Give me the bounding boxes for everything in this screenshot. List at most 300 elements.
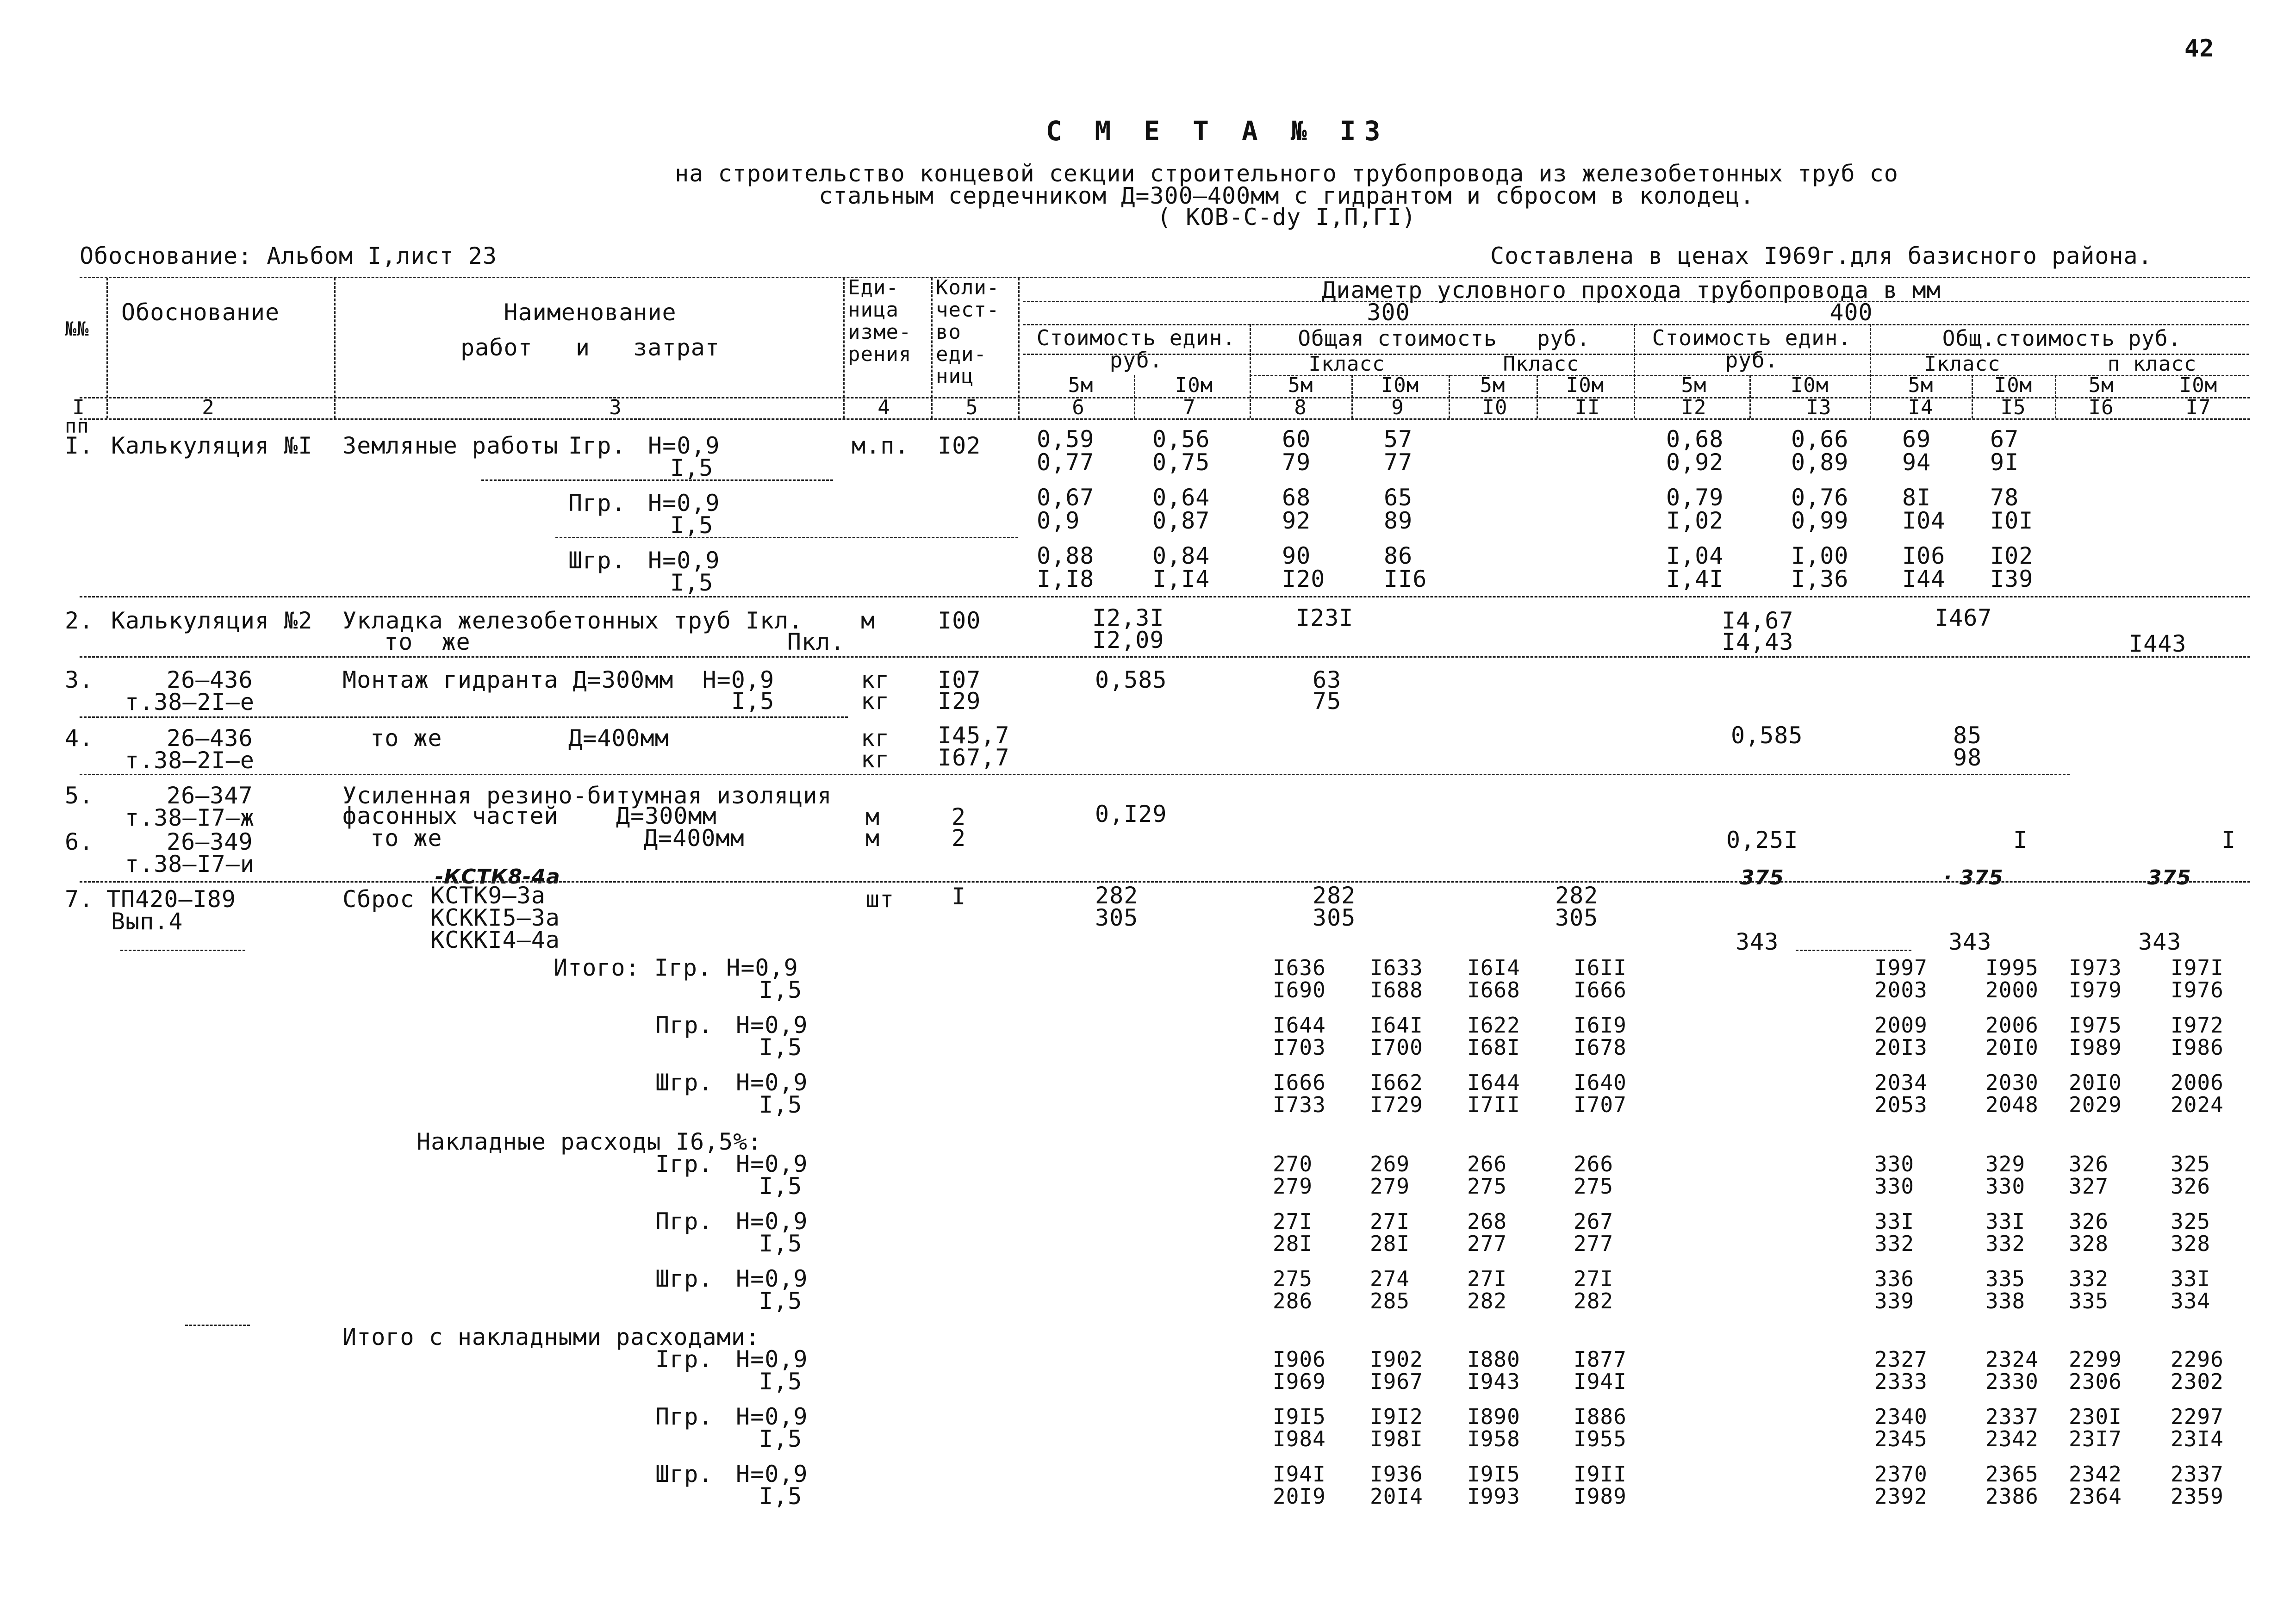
unit-cell: м — [861, 607, 876, 634]
cell: 0,88 — [1037, 542, 1095, 569]
col-divider — [334, 278, 336, 418]
cell: 0,67 — [1037, 484, 1095, 511]
unit-cell: кг — [861, 666, 890, 693]
qty-cell: I02 — [938, 432, 981, 459]
row-rule — [120, 950, 245, 951]
cell: 68 — [1282, 484, 1311, 511]
cell: I,4I — [1666, 566, 1724, 592]
row-basis: 26–436 — [167, 725, 253, 752]
total-cell: 334 — [2171, 1288, 2211, 1313]
total-cell: 2306 — [2069, 1369, 2122, 1394]
total-cell: 326 — [2069, 1209, 2109, 1234]
height-label: I,5 — [759, 1368, 803, 1395]
header-class1-300: Iкласс — [1308, 352, 1385, 376]
cell: I44 — [1902, 566, 1946, 592]
unit-cell: кг — [861, 688, 890, 715]
total-cell: 2048 — [1985, 1092, 2039, 1117]
cell: 0,66 — [1791, 426, 1849, 453]
colnum: 8 — [1294, 396, 1307, 419]
header-unit-cost-300: Стоимость един. руб. — [1036, 325, 1236, 373]
total-cell: 2340 — [1874, 1404, 1928, 1429]
group-label: Iгр. — [568, 432, 626, 459]
total-cell: 2029 — [2069, 1092, 2122, 1117]
cell: I — [2221, 827, 2236, 853]
row-basis: 26–436 — [167, 666, 253, 693]
total-cell: 2327 — [1874, 1347, 1928, 1372]
cell: 282 — [1095, 882, 1139, 909]
total-cell: 230I — [2069, 1404, 2122, 1429]
row-rule — [481, 479, 833, 481]
cell: I,36 — [1791, 566, 1849, 592]
subtitle-line-2: стальным сердечником Д=300–400мм с гидрантом и сбросом в колодец. — [819, 182, 1755, 209]
total-cell: 2003 — [1874, 977, 1928, 1002]
cell: II6 — [1384, 566, 1427, 592]
height-label: I,5 — [759, 977, 803, 1003]
qty-cell: 2 — [952, 803, 966, 830]
total-cell: 335 — [2069, 1288, 2109, 1313]
total-cell: I973 — [2069, 955, 2122, 980]
header-m5: 5м — [1480, 373, 1506, 397]
header-unit-cost-400: Стоимость един. руб. — [1652, 325, 1852, 373]
total-cell: I636 — [1273, 955, 1326, 980]
total-cell: 330 — [1985, 1174, 2026, 1199]
total-cell: 2392 — [1874, 1484, 1928, 1509]
cell: 90 — [1282, 542, 1311, 569]
total-cell: I97I — [2171, 955, 2224, 980]
colnum: 5 — [965, 396, 978, 419]
total-cell: I984 — [1273, 1426, 1326, 1451]
handwritten-note: -КСТК8-4а — [435, 865, 560, 889]
row-name: то же — [370, 725, 442, 752]
header-d300: 300 — [1367, 299, 1410, 326]
height-label: I,5 — [670, 569, 714, 596]
cell: I — [2013, 827, 2028, 853]
total-cell: 279 — [1273, 1174, 1313, 1199]
total-cell: 338 — [1985, 1288, 2026, 1313]
row-basis: т.38–2I–е — [125, 689, 255, 716]
total-cell: 277 — [1467, 1231, 1507, 1256]
total-cell: 330 — [1874, 1151, 1915, 1176]
total-cell: I7II — [1467, 1092, 1520, 1117]
total-cell: I68I — [1467, 1035, 1520, 1060]
total-cell: 23I4 — [2171, 1426, 2224, 1451]
colnum: I7 — [2185, 396, 2211, 419]
total-cell: I986 — [2171, 1035, 2224, 1060]
total-cell: 2302 — [2171, 1369, 2224, 1394]
header-class2-300: Пкласс — [1503, 352, 1580, 376]
total-cell: I9I5 — [1273, 1404, 1326, 1429]
unit-cell: м — [865, 825, 880, 852]
total-cell: I9I5 — [1467, 1462, 1520, 1487]
total-cell: I9II — [1574, 1462, 1627, 1487]
total-cell: I678 — [1574, 1035, 1627, 1060]
col-divider — [843, 278, 845, 418]
total-cell: I877 — [1574, 1347, 1627, 1372]
cell: 0,89 — [1791, 449, 1849, 476]
total-cell: 2000 — [1985, 977, 2039, 1002]
total-cell: I690 — [1273, 977, 1326, 1002]
height-label: I,5 — [759, 1230, 803, 1257]
total-cell: 2024 — [2171, 1092, 2224, 1117]
total-cell: 2342 — [2069, 1462, 2122, 1487]
row-rule — [80, 774, 2070, 775]
cell: 0,64 — [1152, 484, 1210, 511]
total-cell: 267 — [1574, 1209, 1614, 1234]
total-cell: 266 — [1574, 1151, 1614, 1176]
cell: 86 — [1384, 542, 1413, 569]
qty-cell: I29 — [938, 688, 981, 715]
cell: 94 — [1902, 449, 1931, 476]
itogo-overhead-label: Итого с накладными расходами: — [342, 1324, 760, 1350]
cell: I2,09 — [1092, 627, 1164, 653]
qty-cell: I00 — [938, 607, 981, 634]
total-cell: 33I — [1985, 1209, 2026, 1234]
handwritten-note: · 375 — [1944, 866, 2004, 890]
height-label: I,5 — [759, 1173, 803, 1200]
cell: I20 — [1282, 566, 1325, 592]
total-cell: 326 — [2171, 1174, 2211, 1199]
height-label: Н=0,9 — [736, 1012, 808, 1039]
total-cell: I707 — [1574, 1092, 1627, 1117]
total-cell: 27I — [1370, 1209, 1410, 1234]
total-cell: 2299 — [2069, 1347, 2122, 1372]
total-cell: I886 — [1574, 1404, 1627, 1429]
total-cell: I972 — [2171, 1013, 2224, 1038]
colnum: I4 — [1908, 396, 1934, 419]
prices-note: Составлена в ценах I969г.для базисного района. — [1490, 243, 2153, 269]
header-class2-400: п класс — [2107, 352, 2197, 376]
cell: I,I8 — [1037, 566, 1095, 592]
cell: 343 — [2138, 928, 2182, 955]
colnum: 7 — [1183, 396, 1196, 419]
total-cell: I936 — [1370, 1462, 1423, 1487]
colnum: 2 — [202, 396, 215, 419]
row-num: 7. — [65, 886, 94, 913]
total-cell: 2006 — [1985, 1013, 2039, 1038]
total-cell: 2345 — [1874, 1426, 1928, 1451]
row-name-2: I,5 — [731, 688, 775, 715]
total-cell: I958 — [1467, 1426, 1520, 1451]
total-cell: I967 — [1370, 1369, 1423, 1394]
cell: 305 — [1095, 904, 1139, 931]
total-cell: I633 — [1370, 955, 1423, 980]
row-rule — [80, 716, 848, 718]
total-cell: 275 — [1273, 1266, 1313, 1291]
colnum: II — [1574, 396, 1600, 419]
height-label: I,5 — [759, 1288, 803, 1314]
total-cell: 33I — [2171, 1266, 2211, 1291]
row-num: 3. — [65, 666, 94, 693]
total-cell: 20I9 — [1273, 1484, 1326, 1509]
cell: 0,59 — [1037, 426, 1095, 453]
total-cell: 2370 — [1874, 1462, 1928, 1487]
colnum: I — [72, 396, 85, 419]
total-cell: I733 — [1273, 1092, 1326, 1117]
row-basis: Калькуляция №I — [111, 432, 313, 459]
total-cell: I906 — [1273, 1347, 1326, 1372]
total-cell: 28I — [1370, 1231, 1410, 1256]
cell: 282 — [1555, 882, 1599, 909]
cell: I,00 — [1791, 542, 1849, 569]
total-cell: I666 — [1273, 1070, 1326, 1095]
total-cell: 282 — [1467, 1288, 1507, 1313]
total-cell: I9I2 — [1370, 1404, 1423, 1429]
total-cell: I989 — [1574, 1484, 1627, 1509]
total-cell: 330 — [1874, 1174, 1915, 1199]
total-cell: I644 — [1467, 1070, 1520, 1095]
cell: 60 — [1282, 426, 1311, 453]
group-label: Пгр. — [568, 490, 626, 516]
subtitle-line-1: на строительство концевой секции строительного трубопровода из железобетонных труб со — [675, 160, 1898, 187]
cell: 0,68 — [1666, 426, 1724, 453]
total-cell: 332 — [1985, 1231, 2026, 1256]
cell: 0,75 — [1152, 449, 1210, 476]
qty-cell: I67,7 — [938, 744, 1010, 771]
height-label: Н=0,9 — [736, 1069, 808, 1096]
row-diameter: Д=400мм — [568, 725, 669, 752]
cell: 65 — [1384, 484, 1413, 511]
header-unit: Еди- ница изме- рения — [848, 276, 912, 366]
row-rule — [185, 1325, 250, 1326]
row-rule — [80, 656, 2250, 658]
height-label: I,5 — [670, 454, 714, 481]
total-cell: 2297 — [2171, 1404, 2224, 1429]
total-cell: 2030 — [1985, 1070, 2039, 1095]
cell: 69 — [1902, 426, 1931, 453]
cell: 8I — [1902, 484, 1931, 511]
header-total-cost-400: Общ.стоимость руб. — [1942, 326, 2182, 351]
total-cell: I995 — [1985, 955, 2039, 980]
colnum: I2 — [1681, 396, 1707, 419]
group-label: Шгр. — [568, 547, 626, 574]
total-cell: I640 — [1574, 1070, 1627, 1095]
group-label: Пгр. — [655, 1208, 713, 1235]
total-cell: 2296 — [2171, 1347, 2224, 1372]
row-name: Монтаж гидранта Д=300мм Н=0,9 — [342, 666, 775, 693]
group-label: Iгр. — [655, 1151, 713, 1177]
total-cell: 20I3 — [1874, 1035, 1928, 1060]
row-item: КСККI5–3а — [430, 904, 560, 931]
group-label: Iгр. — [655, 1346, 713, 1373]
height-label: Н=0,9 — [736, 1346, 808, 1373]
cell: 0,I29 — [1095, 801, 1167, 828]
cell: 0,87 — [1152, 507, 1210, 534]
total-cell: 274 — [1370, 1266, 1410, 1291]
total-cell: 20I0 — [2069, 1070, 2122, 1095]
total-cell: I989 — [2069, 1035, 2122, 1060]
total-cell: 325 — [2171, 1151, 2211, 1176]
cell: 75 — [1313, 688, 1342, 715]
total-cell: 2342 — [1985, 1426, 2039, 1451]
group-label: Шгр. — [655, 1461, 713, 1487]
total-cell: I668 — [1467, 977, 1520, 1002]
header-m10: I0м — [1381, 373, 1419, 397]
total-cell: 329 — [1985, 1151, 2026, 1176]
total-cell: 279 — [1370, 1174, 1410, 1199]
total-cell: 28I — [1273, 1231, 1313, 1256]
colnum: I5 — [2000, 396, 2026, 419]
header-m5: 5м — [1068, 373, 1094, 397]
height-label: I,5 — [759, 1483, 803, 1510]
total-cell: 332 — [2069, 1266, 2109, 1291]
cell: 0,585 — [1731, 722, 1803, 749]
total-cell: I955 — [1574, 1426, 1627, 1451]
total-cell: 20I4 — [1370, 1484, 1423, 1509]
total-cell: 266 — [1467, 1151, 1507, 1176]
cell: 78 — [1990, 484, 2019, 511]
total-cell: 275 — [1574, 1174, 1614, 1199]
total-cell: 285 — [1370, 1288, 1410, 1313]
total-cell: I666 — [1574, 977, 1627, 1002]
header-m10: I0м — [1175, 373, 1213, 397]
row-basis: т.38–2I–е — [125, 747, 255, 774]
total-cell: I700 — [1370, 1035, 1423, 1060]
total-cell: 328 — [2171, 1231, 2211, 1256]
total-cell: 332 — [1874, 1231, 1915, 1256]
unit-cell: м.п. — [852, 432, 909, 459]
total-cell: 33I — [1874, 1209, 1915, 1234]
colnum: I3 — [1806, 396, 1832, 419]
header-m5: 5м — [2088, 373, 2114, 397]
total-cell: 27I — [1273, 1209, 1313, 1234]
total-cell: 275 — [1467, 1174, 1507, 1199]
header-m5: 5м — [1908, 373, 1934, 397]
unit-cell: шт — [865, 886, 895, 913]
total-cell: 326 — [2069, 1151, 2109, 1176]
cell: I443 — [2129, 630, 2187, 657]
row-basis: Калькуляция №2 — [111, 607, 313, 634]
subtitle-line-3: ( КОВ-С-dy I,П,ГI) — [1157, 204, 1416, 230]
group-label: Пгр. — [655, 1012, 713, 1039]
cell: 57 — [1384, 426, 1413, 453]
unit-cell: кг — [861, 725, 890, 752]
header-name-line1: Наименование — [504, 299, 677, 326]
overhead-label: Накладные расходы I6,5%: — [417, 1128, 762, 1155]
header-m10: I0м — [2179, 373, 2218, 397]
cell: I,I4 — [1152, 566, 1210, 592]
header-basis: Обоснование — [121, 299, 280, 326]
cell: 98 — [1953, 744, 1982, 771]
cell: I04 — [1902, 507, 1946, 534]
qty-cell: 2 — [952, 825, 966, 852]
col-divider — [931, 278, 933, 418]
cell: 89 — [1384, 507, 1413, 534]
cell: I06 — [1902, 542, 1946, 569]
total-cell: 268 — [1467, 1209, 1507, 1234]
cell: 0,92 — [1666, 449, 1724, 476]
cell: I467 — [1935, 604, 1992, 631]
row-name: Земляные работы — [342, 432, 559, 459]
cell: 0,77 — [1037, 449, 1095, 476]
total-cell: 2386 — [1985, 1484, 2039, 1509]
document-title: С М Е Т А № I3 — [1045, 115, 1389, 147]
qty-cell: I45,7 — [938, 722, 1010, 749]
cell: I23I — [1296, 604, 1354, 631]
total-cell: 27I — [1574, 1266, 1614, 1291]
total-cell: 269 — [1370, 1151, 1410, 1176]
total-cell: I979 — [2069, 977, 2122, 1002]
total-cell: 335 — [1985, 1266, 2026, 1291]
cell: 0,56 — [1152, 426, 1210, 453]
header-diameter: Диаметр условного прохода трубопровода в мм — [1322, 277, 1941, 304]
cell: 0,79 — [1666, 484, 1724, 511]
row-rule — [555, 537, 1018, 538]
row-name-2: то же Пкл. — [384, 628, 845, 655]
header-m5: 5м — [1288, 373, 1313, 397]
qty-cell: I — [952, 883, 966, 910]
total-cell: 328 — [2069, 1231, 2109, 1256]
cell: I39 — [1990, 566, 2034, 592]
row-basis: 26–347 — [167, 782, 253, 809]
row-basis: т.38–I7–ж — [125, 804, 255, 831]
cell: 0,585 — [1095, 666, 1167, 693]
height-label: Н=0,9 — [648, 547, 720, 574]
height-label: I,5 — [759, 1034, 803, 1061]
header-qty: Коли- чест- во еди- ниц — [936, 276, 1000, 388]
header-m5: 5м — [1681, 373, 1707, 397]
height-label: I,5 — [670, 512, 714, 539]
cell: I,04 — [1666, 542, 1724, 569]
group-label: Шгр. — [655, 1265, 713, 1292]
total-cell: 2324 — [1985, 1347, 2039, 1372]
cell: 67 — [1990, 426, 2019, 453]
total-cell: 325 — [2171, 1209, 2211, 1234]
total-cell: 2359 — [2171, 1484, 2224, 1509]
total-cell: I662 — [1370, 1070, 1423, 1095]
header-total-cost-300: Общая стоимость руб. — [1298, 326, 1590, 351]
cell: 92 — [1282, 507, 1311, 534]
row-name-2: фасонных частей Д=300мм — [342, 803, 717, 829]
height-label: Н=0,9 — [736, 1208, 808, 1235]
cell: 0,9 — [1037, 507, 1080, 534]
cell: I4,43 — [1722, 628, 1794, 655]
row-name: Усиленная резино-битумная изоляция — [342, 782, 832, 809]
total-cell: I902 — [1370, 1347, 1423, 1372]
height-label: Н=0,9 — [648, 432, 720, 459]
total-cell: 23I7 — [2069, 1426, 2122, 1451]
total-cell: I993 — [1467, 1484, 1520, 1509]
row-num: 2. — [65, 607, 94, 634]
total-cell: I94I — [1273, 1462, 1326, 1487]
page-number: 42 — [2184, 35, 2215, 62]
header-m10: I0м — [1790, 373, 1829, 397]
cell: 0,25I — [1726, 827, 1798, 853]
total-cell: 2053 — [1874, 1092, 1928, 1117]
colnum: 9 — [1391, 396, 1404, 419]
row-basis: 26–349 — [167, 828, 253, 855]
total-cell: I6I4 — [1467, 955, 1520, 980]
row-basis: Вып.4 — [111, 908, 183, 935]
colnum: I6 — [2088, 396, 2114, 419]
total-cell: 2364 — [2069, 1484, 2122, 1509]
row-num: 4. — [65, 725, 94, 752]
total-cell: 2034 — [1874, 1070, 1928, 1095]
cell: 63 — [1313, 666, 1342, 693]
cell: I4,67 — [1722, 607, 1794, 634]
row-rule — [1796, 950, 1911, 951]
unit-cell: м — [865, 803, 880, 830]
total-cell: I880 — [1467, 1347, 1520, 1372]
qty-cell: I07 — [938, 666, 981, 693]
cell: 0,76 — [1791, 484, 1849, 511]
total-cell: I98I — [1370, 1426, 1423, 1451]
cell: 9I — [1990, 449, 2019, 476]
colnum: 4 — [877, 396, 890, 419]
row-basis: т.38–I7–и — [125, 851, 255, 877]
cell: 343 — [1948, 928, 1992, 955]
colnum: I0 — [1482, 396, 1508, 419]
cell: I0I — [1990, 507, 2034, 534]
